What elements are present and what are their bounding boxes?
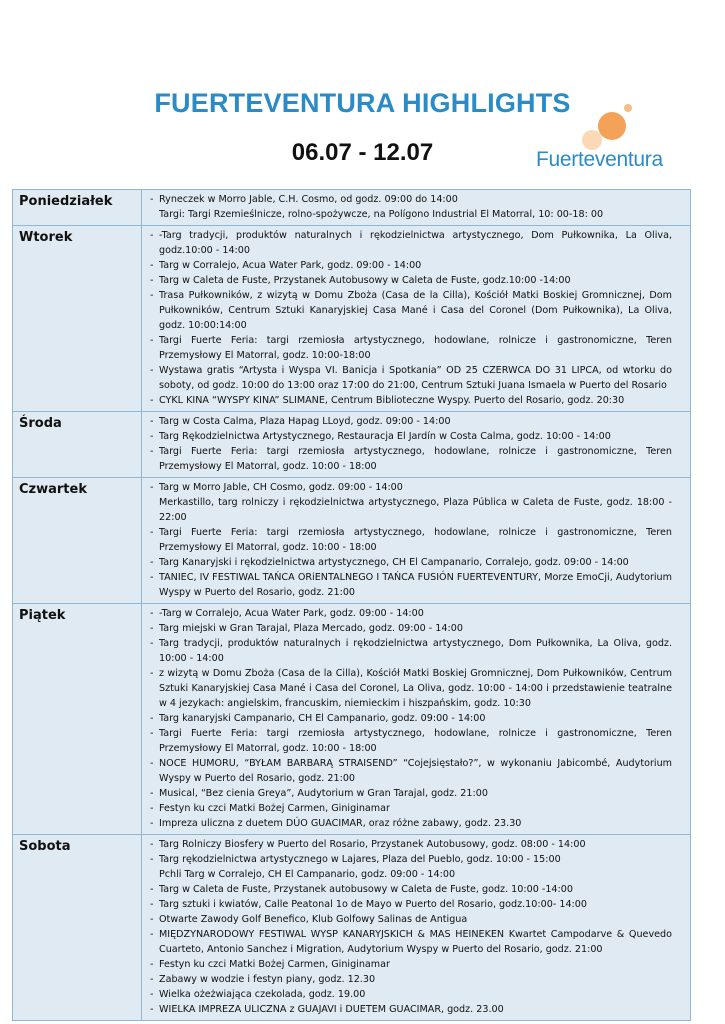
- event-item: - Ryneczek w Morro Jable, C.H. Cosmo, od godz. 09:00 do 14:00: [150, 192, 672, 207]
- event-item: - Targ Kanaryjski i rękodzielnictwa artystycznego, CH El Campanario, Corralejo, godz. 09:00 - 14:00: [150, 555, 672, 570]
- event-item: Pchli Targ w Corralejo, CH El Campanario, godz. 09:00 - 14:00: [159, 869, 456, 880]
- day-label: Środa: [13, 412, 142, 478]
- event-item: - Festyn ku czci Matki Bożej Carmen, Giniginamar: [150, 801, 672, 816]
- schedule-row: [13, 478, 691, 604]
- event-item: - Targ tradycji, produktów naturalnych i rękodzielnictwa artystycznego, Dom Pułkownika, La Oliva, godz. 10:00 - 14:00: [150, 636, 672, 666]
- event-item: - Targ kanaryjski Campanario, CH El Campanario, godz. 09:00 - 14:00: [150, 711, 672, 726]
- event-item: - Targi Fuerte Feria: targi rzemiosła artystycznego, hodowlane, rolnicze i gastronomiczne, Teren Przemysłowy El Matorral, godz. 10:00-18:00: [150, 333, 672, 363]
- event-item: - z wizytą w Domu Zboża (Casa de la Cilla), Kościół Matki Boskiej Gromnicznej, Dom Pułkowników, Centrum Sztuki Kanaryjskiej Casa Mané i Casa del Coronel, La Oliva, godz. 10:00 - 14:00 i przedstawienie teatralne w 4 jezykach: angielskim, francuskim, niemieckim i hiszpańskim, godz. 10:30: [150, 666, 672, 711]
- event-item: - NOCE HUMORU, “BYŁAM BARBARĄ STRAISEND” “Cojejsięstało?”, w wykonaniu Jabicombé, Audytorium Wyspy w Puerto del Rosario, godz. 21:00: [150, 756, 672, 786]
- event-item: - Otwarte Zawody Golf Benefico, Klub Golfowy Salinas de Antigua: [150, 912, 672, 927]
- event-item: - -Targ tradycji, produktów naturalnych i rękodzielnictwa artystycznego, Dom Pułkownika, La Oliva, godz.10:00 - 14:00: [150, 228, 672, 258]
- page-title: FUERTEVENTURA HIGHLIGHTS: [154, 88, 571, 118]
- event-item: - Trasa Pułkowników, z wizytą w Domu Zboża (Casa de la Cilla), Kościół Matki Boskiej Gromnicznej, Dom Pułkowników, Centrum Sztuki Kanaryjskiej Casa Mané i Casa del Coronel (Dom Pułkownika), La Oliva, godz. 10:00:14:00: [150, 288, 672, 333]
- day-label: Czwartek: [13, 478, 142, 604]
- day-events: [142, 226, 691, 412]
- schedule-row: [13, 190, 691, 226]
- event-item: - Targ Rękodzielnictwa Artystycznego, Restauracja El Jardín w Costa Calma, godz. 10:00 - 14:00: [150, 429, 672, 444]
- event-item: - Targ sztuki i kwiatów, Calle Peatonal 1o de Mayo w Puerto del Rosario, godz.10:00- 14:00: [150, 897, 672, 912]
- event-item: - Targ rękodzielnictwa artystycznego w Lajares, Plaza del Pueblo, godz. 10:00 - 15:00: [150, 852, 672, 867]
- day-events: [142, 190, 691, 226]
- event-item: - Targ w Costa Calma, Plaza Hapag LLoyd, godz. 09:00 - 14:00: [150, 414, 672, 429]
- event-item: - Targi Fuerte Feria: targi rzemiosła artystycznego, hodowlane, rolnicze i gastronomiczne, Teren Przemysłowy El Matorral, godz. 10:00 - 18:00: [150, 444, 672, 474]
- event-list: [150, 228, 672, 408]
- day-label: Piątek: [13, 604, 142, 835]
- event-item: - Targ Rolniczy Biosfery w Puerto del Rosario, Przystanek Autobusowy, godz. 08:00 - 14:00: [150, 837, 672, 852]
- day-events: [142, 412, 691, 478]
- event-item: - MIĘDZYNARODOWY FESTIWAL WYSP KANARYJSKICH & MAS HEINEKEN Kwartet Campodarve & Quevedo Cuarteto, Antonio Sanchez i Migration, Audytorium Wyspy w Puerto del Rosario, godz. 21:00: [150, 927, 672, 957]
- date-range: 06.07 - 12.07: [291, 139, 434, 166]
- day-label: Wtorek: [13, 226, 142, 412]
- event-item: - Wielka ożeżwiająca czekolada, godz. 19.00: [150, 987, 672, 1002]
- event-item: - Targ w Morro Jable, CH Cosmo, godz. 09:00 - 14:00: [150, 480, 672, 495]
- event-item: - Targ w Corralejo, Acua Water Park, godz. 09:00 - 14:00: [150, 258, 672, 273]
- sun-circles-icon: [576, 104, 656, 150]
- event-list: [150, 414, 672, 474]
- event-item: - Impreza uliczna z duetem DÚO GUACIMAR, oraz różne zabawy, godz. 23.30: [150, 816, 672, 831]
- event-list: [150, 837, 672, 1017]
- schedule-row: [13, 835, 691, 1021]
- event-item: - Wystawa gratis “Artysta i Wyspa VI. Banicja i Spotkania” OD 25 CZERWCA DO 31 LIPCA, od wtorku do soboty, od godz. 10:00 do 13:00 oraz 17:00 do 21:00, Centrum Sztuki Juana Ismaela w Puerto del Rosario: [150, 363, 672, 393]
- event-item: - Musical, “Bez cienia Greya”, Audytorium w Gran Tarajal, godz. 21:00: [150, 786, 672, 801]
- logo-text: Fuerteventura: [536, 148, 663, 171]
- event-list: [150, 480, 672, 600]
- schedule-row: [13, 226, 691, 412]
- event-item: - Targ miejski w Gran Tarajal, Plaza Mercado, godz. 09:00 - 14:00: [150, 621, 672, 636]
- event-item: - -Targ w Corralejo, Acua Water Park, godz. 09:00 - 14:00: [150, 606, 672, 621]
- event-item: - Targi Fuerte Feria: targi rzemiosła artystycznego, hodowlane, rolnicze i gastronomiczne, Teren Przemysłowy El Matorral, godz. 10:00 - 18:00: [150, 525, 672, 555]
- event-item: - CYKL KINA “WYSPY KINA” SLIMANE, Centrum Biblioteczne Wyspy. Puerto del Rosario, godz. 20:30: [150, 393, 672, 408]
- event-list: [150, 606, 672, 831]
- day-label: Poniedziałek: [13, 190, 142, 226]
- day-label: Sobota: [13, 835, 142, 1021]
- schedule-row: [13, 412, 691, 478]
- day-events: [142, 478, 691, 604]
- day-events: [142, 604, 691, 835]
- event-list: [150, 192, 672, 222]
- event-item: - Targ w Caleta de Fuste, Przystanek autobusowy w Caleta de Fuste, godz. 10:00 -14:00: [150, 882, 672, 897]
- schedule-table: [12, 189, 691, 1021]
- fuerteventura-logo: [536, 104, 688, 174]
- event-item: - Targ w Caleta de Fuste, Przystanek Autobusowy w Caleta de Fuste, godz.10:00 -14:00: [150, 273, 672, 288]
- day-events: [142, 835, 691, 1021]
- event-item: - Zabawy w wodzie i festyn piany, godz. 12.30: [150, 972, 672, 987]
- event-item: Merkastillo, targ rolniczy i rękodzielnictwa artystycznego, Plaza Pública w Caleta de Fuste, godz. 18:00 - 22:00: [159, 497, 672, 523]
- event-item: - Festyn ku czci Matki Bożej Carmen, Giniginamar: [150, 957, 672, 972]
- event-item: Targi: Targi Rzemieślnicze, rolno-spożywcze, na Polígono Industrial El Matorral, 10: 00-18: 00: [159, 209, 604, 220]
- event-item: - WIELKA IMPREZA ULICZNA z GUAJAVI i DUETEM GUACIMAR, godz. 23.00: [150, 1002, 672, 1017]
- schedule-row: [13, 604, 691, 835]
- event-item: - Targi Fuerte Feria: targi rzemiosła artystycznego, hodowlane, rolnicze i gastronomiczne, Teren Przemysłowy El Matorral, godz. 10:00 - 18:00: [150, 726, 672, 756]
- event-item: - TANIEC, IV FESTIWAL TAŃCA ORiENTALNEGO I TAŃCA FUSIÓN FUERTEVENTURY, Morze EmoCji, Audytorium Wyspy w Puerto del Rosario, godz. 21:00: [150, 570, 672, 600]
